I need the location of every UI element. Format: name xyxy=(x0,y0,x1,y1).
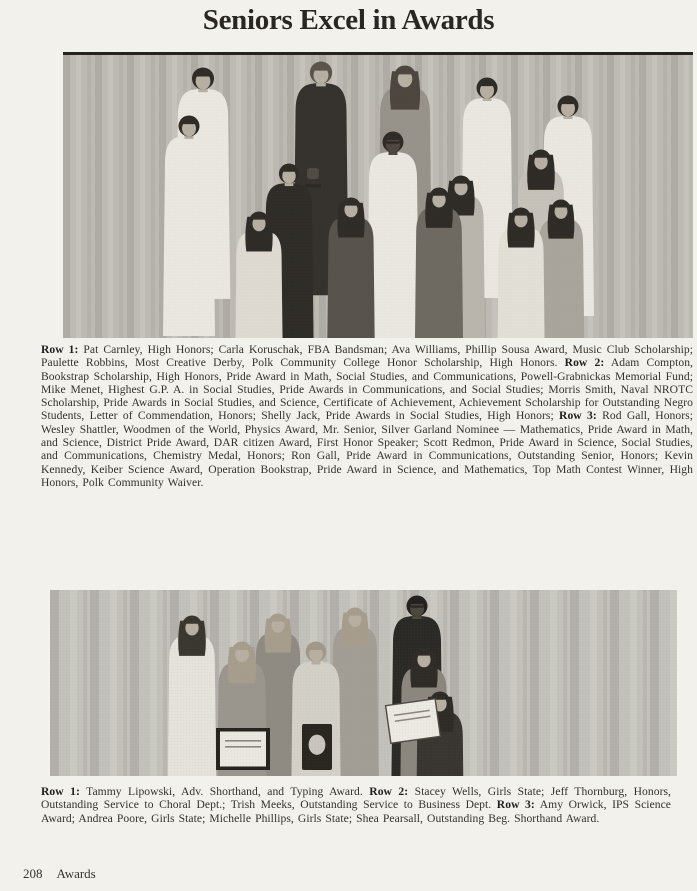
caption-text: Stacey Wells, Girls State; Jeff Thornburg, Honors, Outstanding Service to Choral Dept.; Trish Meeks, Outstanding Service to Business Dept. xyxy=(41,785,672,812)
page-number: 208 xyxy=(23,866,43,881)
row-label: Row 1: xyxy=(41,785,80,798)
awards-group-photo-top xyxy=(63,52,693,338)
photo-caption-bottom xyxy=(41,785,671,825)
photo-grain xyxy=(63,52,693,338)
page-footer xyxy=(23,866,96,882)
row-label: Row 1: xyxy=(41,343,79,356)
caption-text: Tammy Lipowski, Adv. Shorthand, and Typing Award. xyxy=(79,785,370,798)
caption-text: Pat Carnley, High Honors; Carla Koruschak, FBA Bandsman; Ava Williams, Phillip Sousa Award, Music Club Scholarship; Paulette Robbins, Most Creative Derby, Polk Community College Honor Scholarship, High Honors. xyxy=(41,343,693,370)
page-title: Seniors Excel in Awards xyxy=(202,4,495,36)
row-label: Row 2: xyxy=(369,785,409,798)
caption-text: Amy Orwick, IPS Science Award; Andrea Poore, Girls State; Michelle Phillips, Girls State; Shea Pearsall, Outstanding Beg. Shorthand Award. xyxy=(41,798,671,825)
photo-caption-top xyxy=(41,343,693,489)
photo-grain xyxy=(50,590,677,776)
row-label: Row 3: xyxy=(559,409,597,423)
caption-text: Adam Compton, Bookstrap Scholarship, High Honors, Pride Award in Math, Social Studies, and Communications, Powell-Grabnickas Memorial Fund; Mike Menet, Highest G.P. A. in Social Studies, Pride Awards in Communications, and Social Studies; Morris Smith, Naval NROTC Scholarship, Pride Awards in Social Studies, and Science, Certificate of Achievement, Achievement Scholarship for Outstanding Negro Students, Letter of Commendation, Honors; Shelly Jack, Pride Awards in Social Studies, High Honors; xyxy=(41,356,694,423)
group-photo-top-scene xyxy=(63,52,693,338)
section-label: Awards xyxy=(56,866,96,881)
group-photo-bottom-scene xyxy=(50,590,677,776)
row-label: Row 2: xyxy=(564,356,605,370)
row-label: Row 3: xyxy=(496,798,535,812)
awards-group-photo-bottom xyxy=(50,590,677,776)
caption-text: Rod Gall, Honors; Wesley Shattler, Woodmen of the World, Physics Award, Mr. Senior, Silver Garland Nominee — Mathematics, Pride Award in Math, and Science, District Pride Award, DAR citizen Award, First Honor Speaker; Scott Redmon, Pride Award in Science, Social Studies, and Communications, Chemistry Medal, Honors; Ron Gall, Pride Award in Communications, Outstanding Senior, Honors; Kevin Kennedy, Keiber Science Award, Operation Bookstrap, Pride Award in Science, and Mathematics, Top Math Contest Winner, High Honors, Polk Community Waiver. xyxy=(41,409,693,489)
photo-top-border xyxy=(63,52,693,55)
